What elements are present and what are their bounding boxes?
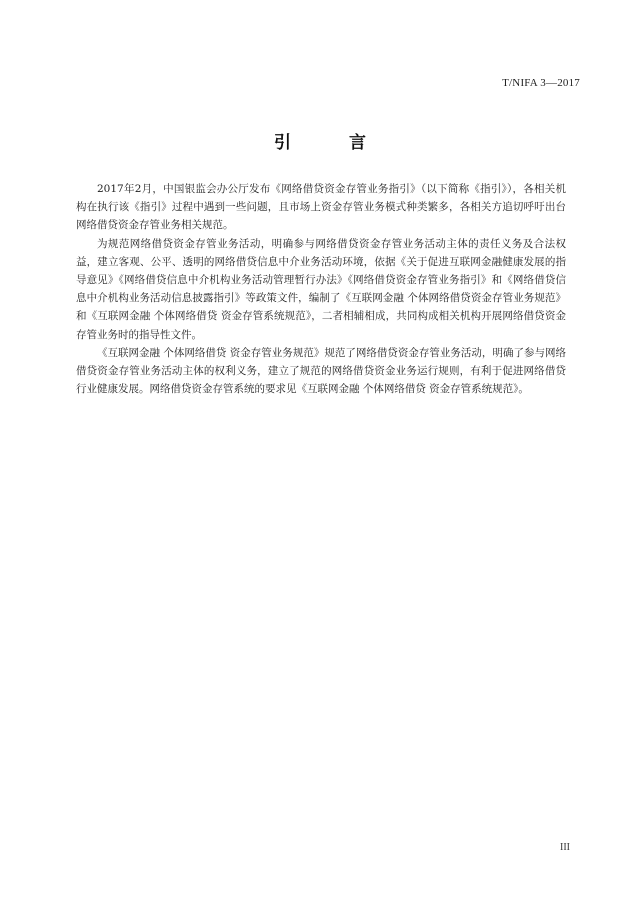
page-title: 引 言 (274, 133, 392, 153)
body-text (76, 180, 566, 398)
document-code: T/NIFA 3—2017 (502, 77, 580, 89)
page-number: III (560, 842, 570, 853)
paragraph: 2017年2月，中国银监会办公厅发布《网络借贷资金存管业务指引》（以下简称《指引》），各相关机构在执行该《指引》过程中遇到一些问题，且市场上资金存管业务模式种类繁多，各相关方追切呼吁出台网络借贷资金存管业务相关规范。 (76, 183, 566, 232)
paragraph: 《互联网金融 个体网络借贷 资金存管业务规范》规范了网络借贷资金存管业务活动，明确了参与网络借贷资金存管业务活动主体的权利义务，建立了规范的网络借贷资金业务运行规则，有利于促进网络借贷行业健康发展。网络借贷资金存管系统的要求见《互联网金融 个体网络借贷 资金存管系统规范》。 (76, 346, 566, 396)
paragraph: 为规范网络借贷资金存管业务活动，明确参与网络借贷资金存管业务活动主体的责任义务及合法权益，建立客观、公平、透明的网络借贷信息中介业务活动环境，依据《关于促进互联网金融健康发展的指导意见》《网络借贷信息中介机构业务活动管理暂行办法》《网络借贷资金存管业务指引》和《网络借贷信息中介机构业务活动信息披露指引》等政策文件，编制了《互联网金融 个体网络借贷资金存管业务规范》和《互联网金融 个体网络借贷 资金存管系统规范》，二者相辅相成，共同构成相关机构开展网络借贷资金存管业务时的指导性文件。 (76, 237, 566, 341)
